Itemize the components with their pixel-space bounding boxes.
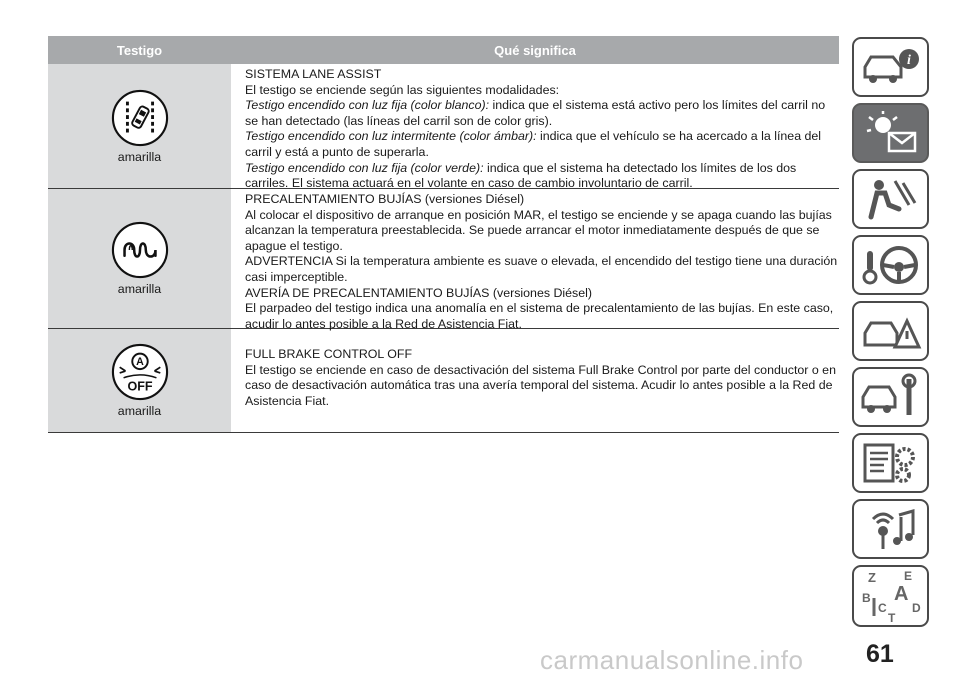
row-text: Al colocar el dispositivo de arranque en posición MAR, el testigo se enciende y se apaga cuando las bujías alcanzan la temperatura preestablecida. Se puede arrancar el motor inmediatamente después de que se apague el testigo.	[245, 207, 832, 253]
row-intro: El testigo se enciende según las siguientes modalidades:	[245, 82, 560, 97]
mode-item	[245, 129, 839, 160]
table-row	[48, 189, 839, 329]
description-cell	[231, 329, 839, 432]
index-letter: Z	[867, 570, 876, 585]
table-row	[48, 64, 839, 189]
index-letter: D	[911, 601, 921, 615]
row-title: SISTEMA LANE ASSIST	[245, 67, 382, 81]
svg-text:i: i	[906, 53, 911, 68]
row-title: FULL BRAKE CONTROL OFF	[245, 347, 413, 361]
tab-starting-driving[interactable]	[852, 235, 929, 295]
mode-text: indica que el vehículo se ha acercado a la línea del carril y está a punto de superarla.	[245, 129, 822, 159]
specs-gears-icon	[859, 439, 923, 487]
tab-emergency[interactable]	[852, 301, 929, 361]
mode-label: Testigo encendido con luz fija (color blanco):	[245, 98, 490, 113]
multimedia-icon	[859, 505, 923, 553]
mode-text: indica que el sistema ha detectado los límites de los dos carriles. El sistema actuará en el volante en caso de cambio involuntario de carril.	[245, 160, 797, 191]
tab-technical-data[interactable]	[852, 433, 929, 493]
mode-item	[245, 98, 839, 129]
watermark: carmanualsonline.info	[540, 645, 804, 675]
mode-label: Testigo encendido con luz fija (color verde):	[245, 160, 484, 175]
alphabet-index-icon	[856, 568, 926, 624]
tab-multimedia[interactable]	[852, 499, 929, 559]
key-steering-wheel-icon	[859, 241, 923, 289]
tab-seats-airbags[interactable]	[852, 169, 929, 229]
header-testigo: Testigo	[116, 42, 163, 58]
full-brake-control-off-icon	[111, 343, 169, 401]
glow-plug-icon	[111, 221, 169, 279]
table-header	[48, 36, 839, 64]
index-letter: A	[893, 583, 908, 605]
page-number: 61	[866, 640, 894, 668]
header-que-significa: Qué significa	[494, 42, 576, 58]
row-text: El parpadeo del testigo indica una anomalía en el sistema de precalentamiento de las bujías. En este caso, acudir lo antes posible a la Red de Asistencia Fiat.	[245, 301, 834, 331]
mode-item	[245, 161, 839, 192]
mode-text: indica que el sistema está activo pero los límites del carril no se han detectado (las líneas del carril son de color gris).	[245, 98, 826, 128]
index-letter: C	[877, 601, 887, 615]
lane-assist-icon	[111, 89, 169, 147]
icon-cell	[48, 329, 231, 432]
icon-cell	[48, 64, 231, 188]
row-text: AVERÍA DE PRECALENTAMIENTO BUJÍAS (versiones Diésel)	[245, 285, 593, 300]
mode-label: Testigo encendido con luz intermitente (color ámbar):	[245, 129, 537, 144]
icon-cell	[48, 189, 231, 328]
icon-caption: amarilla	[117, 149, 162, 164]
description-cell	[231, 64, 839, 191]
row-title: PRECALENTAMIENTO BUJÍAS (versiones Diésel)	[245, 192, 525, 206]
tab-maintenance[interactable]	[852, 367, 929, 427]
car-info-icon	[859, 43, 923, 91]
warning-light-message-icon	[859, 109, 923, 157]
icon-caption: amarilla	[117, 404, 162, 418]
icon-letter: A	[135, 356, 144, 369]
index-letter: B	[861, 591, 871, 605]
index-letter: T	[887, 611, 895, 624]
warning-lights-table	[48, 36, 839, 433]
row-text: El testigo se enciende en caso de desactivación del sistema Full Brake Control por parte del conductor o en caso de desactivación automática tras una avería temporal del sistema. Acudir lo antes posible a la Red de Asistencia Fiat.	[245, 362, 836, 408]
description-cell	[231, 189, 839, 331]
icon-caption: amarilla	[117, 282, 162, 296]
tab-warning-lights[interactable]	[852, 103, 929, 163]
icon-off-text: OFF	[126, 379, 153, 394]
seat-airbag-icon	[859, 175, 923, 223]
index-letter: E	[903, 569, 912, 583]
car-wrench-icon	[859, 373, 923, 421]
table-row	[48, 329, 839, 433]
tab-car-info[interactable]	[852, 37, 929, 97]
row-text: ADVERTENCIA Si la temperatura ambiente es suave o elevada, el encendido del testigo tiene una duración casi imperceptible.	[245, 254, 838, 284]
tab-alphabetical-index[interactable]	[852, 565, 929, 627]
car-accident-warning-icon	[859, 307, 923, 355]
